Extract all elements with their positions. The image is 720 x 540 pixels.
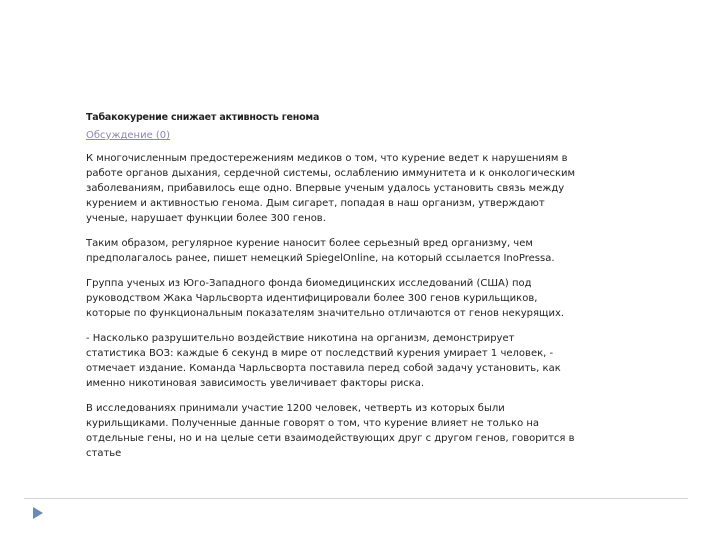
bottom-divider — [24, 498, 688, 499]
article-paragraph-4: - Насколько разрушительно воздействие никотина на организм, демонстрирует статистика ВОЗ: каждые 6 секунд в мире от последствий курения умирает 1 человек, - отмечает издание. Команда Чарльсворта поставила перед собой задачу установить, как именно никотиновая зависимость увеличивает факторы риска. — [86, 333, 561, 389]
article-paragraph-2: Таким образом, регулярное курение наносит более серьезный вред организму, чем предполагалось ранее, пишет немецкий SpiegelOnline, на который ссылается InoPressa. — [86, 238, 555, 264]
article-paragraph-1: К многочисленным предостережениям медиков о том, что курение ведет к нарушениям в работе органов дыхания, сердечной системы, ослаблению иммунитета и к онкологическим заболеваниям, прибавилось еще одно. Впервые ученым удалось установить связь между курением и активностью генома. Дым сигарет, попадая в наш организм, утверждают ученые, нарушает функции более 300 генов. — [86, 153, 576, 224]
article — [86, 112, 576, 461]
next-slide-triangle-icon[interactable] — [33, 507, 43, 519]
article-title: Табакокурение снижает активность генома — [86, 112, 320, 123]
article-paragraph-5: В исследованиях принимали участие 1200 человек, четверть из которых были курильщиками. Полученные данные говорят о том, что курение влияет не только на отдельные гены, но и на целые сети взаимодействующих друг с другом генов, говорится в статье — [86, 403, 575, 459]
discussion-link[interactable]: Обсуждение (0) — [86, 130, 171, 141]
article-paragraph-3: Группа ученых из Юго-Западного фонда биомедицинских исследований (США) под руководством Жака Чарльсворта идентифицировали более 300 генов курильщиков, которые по функциональным показателям значительно отличаются от генов некурящих. — [86, 278, 565, 319]
